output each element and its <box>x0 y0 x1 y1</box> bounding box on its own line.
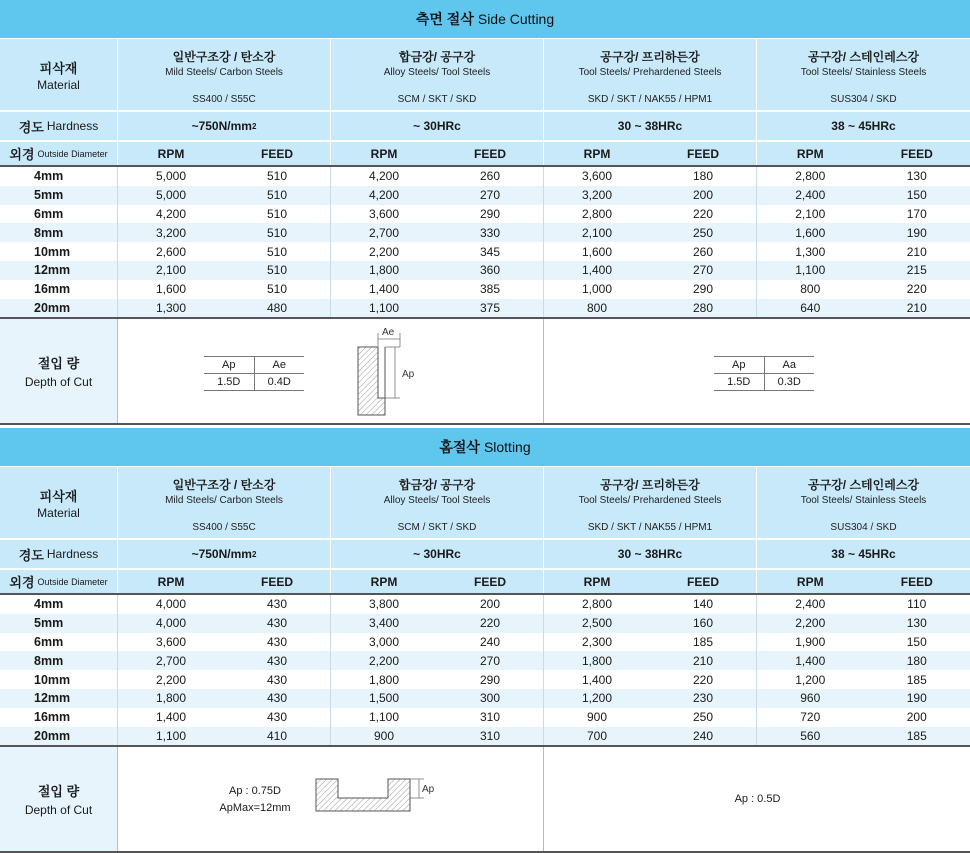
group-cells <box>543 633 756 652</box>
rpm-cell: 1,100 <box>118 727 224 746</box>
group-cells <box>330 614 543 633</box>
rpm-cell: 3,400 <box>331 614 437 633</box>
feed-cell: 250 <box>650 708 756 727</box>
group-cells <box>756 727 970 746</box>
feed-cell: 430 <box>224 651 330 670</box>
feed-cell: 185 <box>650 633 756 652</box>
rpm-cell: 4,200 <box>118 205 224 224</box>
table-row <box>0 727 970 746</box>
depth-of-cut-left <box>117 747 543 851</box>
rpm-cell: 3,600 <box>118 633 224 652</box>
hardness-value: 30 ~ 38HRc <box>543 112 756 140</box>
column-headers: RPM FEED <box>117 570 330 593</box>
material-row <box>0 38 970 110</box>
group-cells <box>543 595 756 614</box>
feed-cell: 430 <box>224 595 330 614</box>
feed-cell: 140 <box>650 595 756 614</box>
diameter-cell: 20mm <box>0 299 117 318</box>
material-label: 피삭재 Material <box>0 39 117 110</box>
group-cells <box>756 261 970 280</box>
feed-cell: 150 <box>864 633 970 652</box>
column-headers: RPM FEED <box>330 570 543 593</box>
group-cells <box>543 205 756 224</box>
rpm-cell: 2,200 <box>331 651 437 670</box>
rpm-cell: 1,600 <box>757 223 864 242</box>
feed-cell: 110 <box>864 595 970 614</box>
feed-cell: 210 <box>864 299 970 318</box>
hardness-value: ~ 30HRc <box>330 112 543 140</box>
rpm-cell: 2,800 <box>544 595 650 614</box>
feed-cell: 290 <box>437 670 543 689</box>
group-cells <box>330 261 543 280</box>
rpm-cell: 1,100 <box>331 708 437 727</box>
group-cells <box>330 186 543 205</box>
hardness-value: ~750N/mm 2 <box>117 112 330 140</box>
rpm-cell: 4,200 <box>331 186 437 205</box>
group-cells <box>117 261 330 280</box>
feed-cell: 290 <box>437 205 543 224</box>
rpm-cell: 5,000 <box>118 186 224 205</box>
table-row <box>0 651 970 670</box>
rpm-cell: 800 <box>544 299 650 318</box>
feed-cell: 240 <box>650 727 756 746</box>
group-cells <box>756 614 970 633</box>
rpm-cell: 2,800 <box>757 167 864 186</box>
rpm-cell: 1,800 <box>331 670 437 689</box>
feed-cell: 510 <box>224 167 330 186</box>
hardness-label: 경도 Hardness <box>0 112 117 140</box>
depth-of-cut-row <box>0 745 970 853</box>
depth-of-cut-right <box>543 747 970 851</box>
section-title <box>0 0 970 38</box>
rpm-cell: 1,800 <box>331 261 437 280</box>
rpm-cell: 3,000 <box>331 633 437 652</box>
table-row <box>0 633 970 652</box>
rpm-cell: 4,000 <box>118 595 224 614</box>
group-cells <box>117 670 330 689</box>
rpm-cell: 2,500 <box>544 614 650 633</box>
group-cells <box>330 280 543 299</box>
feed-cell: 410 <box>224 727 330 746</box>
group-cells <box>756 633 970 652</box>
group-cells <box>330 242 543 261</box>
rpm-cell: 3,600 <box>331 205 437 224</box>
rpm-cell: 2,400 <box>757 595 864 614</box>
rpm-cell: 2,700 <box>331 223 437 242</box>
feed-cell: 330 <box>437 223 543 242</box>
group-cells <box>756 651 970 670</box>
group-cells <box>543 708 756 727</box>
data-rows <box>0 167 970 317</box>
column-headers: RPM FEED <box>543 142 756 165</box>
feed-cell: 185 <box>864 727 970 746</box>
outside-diameter-label: 외경 Outside Diameter <box>0 570 117 593</box>
group-cells <box>756 186 970 205</box>
diameter-cell: 12mm <box>0 261 117 280</box>
feed-cell: 280 <box>650 299 756 318</box>
group-cells <box>117 223 330 242</box>
hardness-label: 경도 Hardness <box>0 540 117 568</box>
rpm-cell: 640 <box>757 299 864 318</box>
group-cells <box>117 242 330 261</box>
rpm-cell: 1,400 <box>757 651 864 670</box>
feed-cell: 185 <box>864 670 970 689</box>
group-cells <box>756 689 970 708</box>
group-cells <box>330 595 543 614</box>
group-cells <box>756 223 970 242</box>
group-cells <box>117 167 330 186</box>
feed-cell: 430 <box>224 614 330 633</box>
feed-cell: 190 <box>864 223 970 242</box>
feed-cell: 260 <box>650 242 756 261</box>
rpm-cell: 2,100 <box>544 223 650 242</box>
group-cells <box>117 614 330 633</box>
feed-cell: 300 <box>437 689 543 708</box>
depth-of-cut-text: Ap : 0.5D <box>544 791 970 808</box>
group-cells <box>543 261 756 280</box>
ae-label: Ae <box>382 327 395 338</box>
table-row <box>0 280 970 299</box>
feed-cell: 270 <box>437 186 543 205</box>
rpm-cell: 1,400 <box>544 261 650 280</box>
table-row <box>0 186 970 205</box>
depth-of-cut-text: Ap : 0.75D ApMax=12mm <box>210 783 300 817</box>
diameter-cell: 4mm <box>0 595 117 614</box>
depth-of-cut-table: Ap Ae 1.5D 0.4D <box>204 356 304 391</box>
feed-cell: 430 <box>224 633 330 652</box>
feed-cell: 310 <box>437 708 543 727</box>
feed-cell: 510 <box>224 280 330 299</box>
group-cells <box>117 633 330 652</box>
diameter-cell: 8mm <box>0 223 117 242</box>
group-cells <box>756 205 970 224</box>
group-cells <box>117 299 330 318</box>
material-group: 공구강/ 프리하든강 Tool Steels/ Prehardened Steels SKD / SKT / NAK55 / HPM1 <box>543 467 756 538</box>
material-row <box>0 466 970 538</box>
feed-cell: 385 <box>437 280 543 299</box>
feed-cell: 160 <box>650 614 756 633</box>
group-cells <box>330 708 543 727</box>
depth-of-cut-label: 절입 량 Depth of Cut <box>0 319 117 423</box>
rpm-cell: 1,400 <box>331 280 437 299</box>
group-cells <box>330 670 543 689</box>
rpm-cell: 2,300 <box>544 633 650 652</box>
feed-cell: 130 <box>864 614 970 633</box>
column-headers: RPM FEED <box>117 142 330 165</box>
group-cells <box>756 708 970 727</box>
rpm-cell: 1,000 <box>544 280 650 299</box>
table-row <box>0 299 970 318</box>
depth-of-cut-label: 절입 량 Depth of Cut <box>0 747 117 851</box>
feed-cell: 220 <box>437 614 543 633</box>
feed-cell: 180 <box>864 651 970 670</box>
group-cells <box>543 651 756 670</box>
outside-diameter-row <box>0 140 970 167</box>
feed-cell: 430 <box>224 708 330 727</box>
feed-cell: 270 <box>437 651 543 670</box>
rpm-cell: 1,200 <box>544 689 650 708</box>
group-cells <box>330 223 543 242</box>
feed-cell: 480 <box>224 299 330 318</box>
rpm-cell: 1,100 <box>757 261 864 280</box>
hardness-row <box>0 538 970 568</box>
hardness-value: ~750N/mm 2 <box>117 540 330 568</box>
rpm-cell: 2,600 <box>118 242 224 261</box>
group-cells <box>756 280 970 299</box>
diameter-cell: 6mm <box>0 633 117 652</box>
rpm-cell: 3,800 <box>331 595 437 614</box>
feed-cell: 210 <box>650 651 756 670</box>
rpm-cell: 720 <box>757 708 864 727</box>
rpm-cell: 700 <box>544 727 650 746</box>
feed-cell: 510 <box>224 261 330 280</box>
feed-cell: 260 <box>437 167 543 186</box>
depth-of-cut-table: Ap Aa 1.5D 0.3D <box>714 356 814 391</box>
group-cells <box>117 651 330 670</box>
diameter-cell: 5mm <box>0 614 117 633</box>
feed-cell: 345 <box>437 242 543 261</box>
section-title <box>0 428 970 466</box>
slotting-table <box>0 428 970 853</box>
rpm-cell: 1,400 <box>118 708 224 727</box>
column-headers: RPM FEED <box>543 570 756 593</box>
slotting-diagram <box>312 771 442 819</box>
rpm-cell: 1,600 <box>544 242 650 261</box>
side-cutting-table <box>0 0 970 425</box>
rpm-cell: 3,200 <box>544 186 650 205</box>
table-row <box>0 670 970 689</box>
group-cells <box>117 727 330 746</box>
table-row <box>0 223 970 242</box>
diameter-cell: 16mm <box>0 280 117 299</box>
hardness-row <box>0 110 970 140</box>
table-row <box>0 242 970 261</box>
rpm-cell: 900 <box>331 727 437 746</box>
material-group: 일반구조강 / 탄소강 Mild Steels/ Carbon Steels SS400 / S55C <box>117 39 330 110</box>
feed-cell: 250 <box>650 223 756 242</box>
rpm-cell: 1,200 <box>757 670 864 689</box>
feed-cell: 510 <box>224 205 330 224</box>
group-cells <box>543 223 756 242</box>
feed-cell: 220 <box>864 280 970 299</box>
rpm-cell: 2,700 <box>118 651 224 670</box>
feed-cell: 430 <box>224 689 330 708</box>
side-cutting-diagram <box>350 323 430 421</box>
group-cells <box>330 651 543 670</box>
feed-cell: 270 <box>650 261 756 280</box>
group-cells <box>543 167 756 186</box>
feed-cell: 130 <box>864 167 970 186</box>
rpm-cell: 3,200 <box>118 223 224 242</box>
rpm-cell: 1,900 <box>757 633 864 652</box>
section-title-en: Side Cutting <box>478 11 554 27</box>
hardness-value: 38 ~ 45HRc <box>756 112 970 140</box>
rpm-cell: 1,300 <box>118 299 224 318</box>
depth-of-cut-row <box>0 317 970 425</box>
diameter-cell: 6mm <box>0 205 117 224</box>
feed-cell: 220 <box>650 205 756 224</box>
rpm-cell: 2,200 <box>757 614 864 633</box>
rpm-cell: 1,100 <box>331 299 437 318</box>
group-cells <box>756 299 970 318</box>
material-group: 일반구조강 / 탄소강 Mild Steels/ Carbon Steels SS400 / S55C <box>117 467 330 538</box>
table-row <box>0 689 970 708</box>
material-group: 공구강/ 프리하든강 Tool Steels/ Prehardened Steels SKD / SKT / NAK55 / HPM1 <box>543 39 756 110</box>
group-cells <box>756 167 970 186</box>
feed-cell: 375 <box>437 299 543 318</box>
material-group: 합금강/ 공구강 Alloy Steels/ Tool Steels SCM / SKT / SKD <box>330 467 543 538</box>
group-cells <box>117 186 330 205</box>
outside-diameter-row <box>0 568 970 595</box>
rpm-cell: 1,400 <box>544 670 650 689</box>
group-cells <box>543 280 756 299</box>
group-cells <box>330 167 543 186</box>
feed-cell: 180 <box>650 167 756 186</box>
rpm-cell: 900 <box>544 708 650 727</box>
rpm-cell: 800 <box>757 280 864 299</box>
depth-of-cut-left <box>117 319 543 423</box>
group-cells <box>117 205 330 224</box>
rpm-cell: 4,000 <box>118 614 224 633</box>
material-group: 공구강/ 스테인레스강 Tool Steels/ Stainless Steels SUS304 / SKD <box>756 467 970 538</box>
feed-cell: 200 <box>864 708 970 727</box>
group-cells <box>756 242 970 261</box>
rpm-cell: 960 <box>757 689 864 708</box>
group-cells <box>543 689 756 708</box>
group-cells <box>330 299 543 318</box>
column-headers: RPM FEED <box>330 142 543 165</box>
diameter-cell: 12mm <box>0 689 117 708</box>
feed-cell: 510 <box>224 242 330 261</box>
rpm-cell: 1,800 <box>544 651 650 670</box>
rpm-cell: 3,600 <box>544 167 650 186</box>
ap-label: Ap <box>402 369 415 380</box>
diameter-cell: 10mm <box>0 242 117 261</box>
feed-cell: 150 <box>864 186 970 205</box>
group-cells <box>543 670 756 689</box>
rpm-cell: 2,100 <box>757 205 864 224</box>
group-cells <box>117 280 330 299</box>
rpm-cell: 1,500 <box>331 689 437 708</box>
feed-cell: 200 <box>437 595 543 614</box>
feed-cell: 210 <box>864 242 970 261</box>
group-cells <box>330 205 543 224</box>
rpm-cell: 1,300 <box>757 242 864 261</box>
group-cells <box>543 614 756 633</box>
feed-cell: 240 <box>437 633 543 652</box>
group-cells <box>756 595 970 614</box>
feed-cell: 170 <box>864 205 970 224</box>
outside-diameter-label: 외경 Outside Diameter <box>0 142 117 165</box>
feed-cell: 510 <box>224 223 330 242</box>
hardness-value: ~ 30HRc <box>330 540 543 568</box>
diameter-cell: 20mm <box>0 727 117 746</box>
data-rows <box>0 595 970 745</box>
rpm-cell: 2,400 <box>757 186 864 205</box>
group-cells <box>543 299 756 318</box>
rpm-cell: 560 <box>757 727 864 746</box>
feed-cell: 310 <box>437 727 543 746</box>
group-cells <box>330 689 543 708</box>
hardness-value: 30 ~ 38HRc <box>543 540 756 568</box>
group-cells <box>756 670 970 689</box>
rpm-cell: 2,100 <box>118 261 224 280</box>
section-title-en: Slotting <box>484 439 531 455</box>
rpm-cell: 5,000 <box>118 167 224 186</box>
material-group: 공구강/ 스테인레스강 Tool Steels/ Stainless Steels SUS304 / SKD <box>756 39 970 110</box>
group-cells <box>543 242 756 261</box>
feed-cell: 190 <box>864 689 970 708</box>
diameter-cell: 8mm <box>0 651 117 670</box>
material-group: 합금강/ 공구강 Alloy Steels/ Tool Steels SCM / SKT / SKD <box>330 39 543 110</box>
group-cells <box>117 708 330 727</box>
diameter-cell: 16mm <box>0 708 117 727</box>
section-title-ko: 측면 절삭 <box>416 9 474 29</box>
diameter-cell: 4mm <box>0 167 117 186</box>
table-row <box>0 261 970 280</box>
feed-cell: 360 <box>437 261 543 280</box>
section-title-ko: 홈절삭 <box>439 437 480 457</box>
rpm-cell: 1,800 <box>118 689 224 708</box>
group-cells <box>330 727 543 746</box>
table-row <box>0 595 970 614</box>
group-cells <box>543 727 756 746</box>
diameter-cell: 5mm <box>0 186 117 205</box>
table-row <box>0 708 970 727</box>
rpm-cell: 2,200 <box>331 242 437 261</box>
feed-cell: 220 <box>650 670 756 689</box>
feed-cell: 200 <box>650 186 756 205</box>
table-row <box>0 167 970 186</box>
table-row <box>0 614 970 633</box>
feed-cell: 290 <box>650 280 756 299</box>
rpm-cell: 2,200 <box>118 670 224 689</box>
table-row <box>0 205 970 224</box>
feed-cell: 510 <box>224 186 330 205</box>
group-cells <box>117 689 330 708</box>
diameter-cell: 10mm <box>0 670 117 689</box>
group-cells <box>117 595 330 614</box>
depth-of-cut-right <box>543 319 970 423</box>
material-label: 피삭재 Material <box>0 467 117 538</box>
rpm-cell: 1,600 <box>118 280 224 299</box>
group-cells <box>543 186 756 205</box>
feed-cell: 230 <box>650 689 756 708</box>
hardness-value: 38 ~ 45HRc <box>756 540 970 568</box>
column-headers: RPM FEED <box>756 142 970 165</box>
rpm-cell: 2,800 <box>544 205 650 224</box>
feed-cell: 430 <box>224 670 330 689</box>
rpm-cell: 4,200 <box>331 167 437 186</box>
group-cells <box>330 633 543 652</box>
column-headers: RPM FEED <box>756 570 970 593</box>
feed-cell: 215 <box>864 261 970 280</box>
ap-label: Ap <box>422 784 435 795</box>
